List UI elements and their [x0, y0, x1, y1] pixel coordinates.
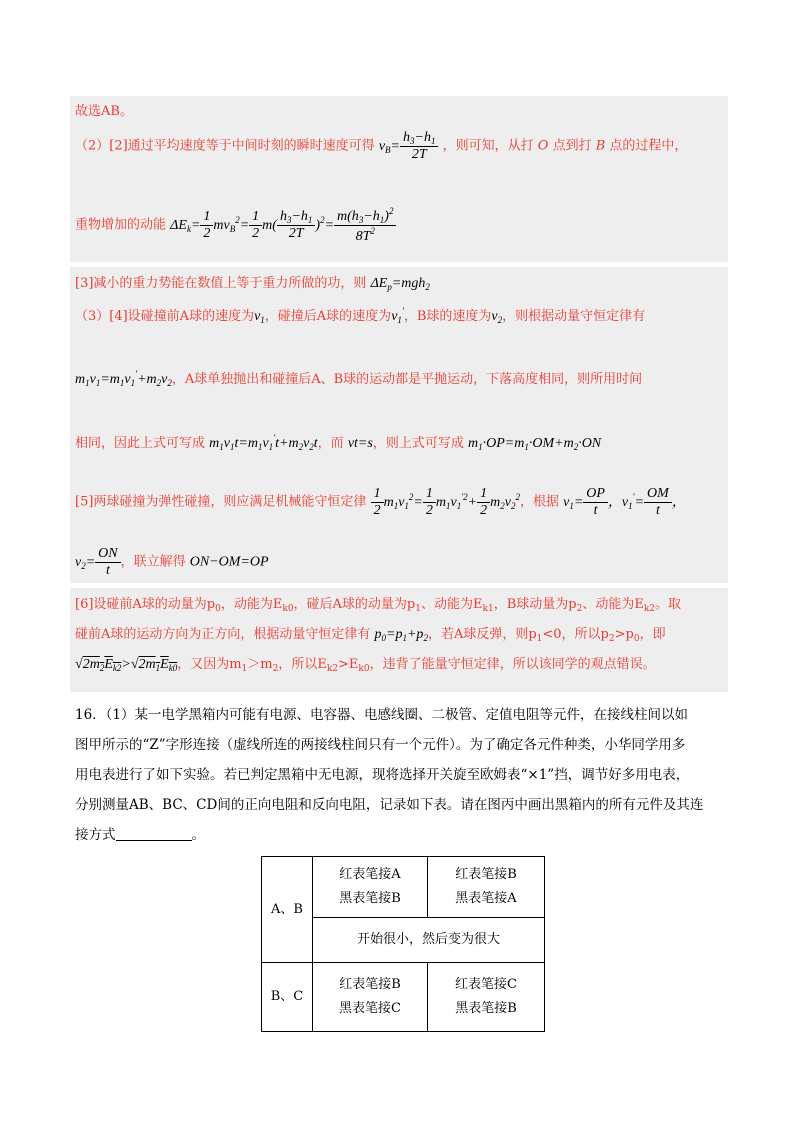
text: <0，所以p	[542, 627, 609, 642]
v2-def: $v_2=$ $\frac{ON}{t}$	[75, 555, 121, 570]
text: >p	[614, 627, 634, 642]
cell	[313, 857, 428, 918]
problem-line	[75, 820, 725, 850]
problem-line: 图甲所示的“Z”字形连接（虚线所连的两接线柱间只有一个元件）。为了确定各元件种类，小华同学用多	[75, 737, 686, 753]
solution-line-2	[75, 130, 687, 163]
text: 黑表笔接C	[339, 1001, 401, 1016]
problem-line: 分别测量AB、BC、CD间的正向电阻和反向电阻，记录如下表。请在图丙中画出黑箱内的所有元件及其连	[75, 797, 704, 813]
text: ，A球单独抛出和碰撞后A、B球的运动都是平抛运动，下落高度相同，则所用时间	[171, 372, 643, 387]
solution-line-5	[75, 305, 645, 325]
text: ，所以E	[278, 657, 327, 672]
text: 红表笔接B	[339, 977, 401, 992]
row-label-bc: B、C	[262, 963, 313, 1032]
text: B	[595, 138, 606, 154]
cell	[313, 963, 428, 1032]
text: ＞m	[247, 657, 273, 672]
solution-line-12: $√2m_2E_{k2}>√2m_1E_{k0}$，又因为$m_1>m_2$，所以$E_{k2}>E_{k0}$，违背了能量守恒定律，所以该同学的观点错误。	[75, 657, 656, 674]
text: 点的过程中，	[609, 138, 688, 154]
text: ，违背了能量守恒定律，所以该同学的观点错误。	[369, 657, 656, 672]
vt-eq: vt=s	[347, 436, 373, 451]
text: ，联立解得	[120, 554, 186, 570]
momentum-eq: $m_1v_1=m_1v_1'+m_2v_2$	[75, 369, 172, 388]
vb-formula: $v_B=$ $\frac{h_3-h_1}{2T}$	[379, 139, 439, 154]
solution-line-3	[75, 206, 396, 245]
text: >E	[338, 657, 359, 672]
text: 重物增加的动能	[75, 217, 167, 233]
text: 相同，因此上式可写成	[75, 436, 206, 451]
text: ，碰撞后A球的速度为	[264, 309, 392, 324]
text: ，碰后A球的动量为p	[293, 597, 416, 612]
text: ，B球动量为p	[493, 597, 577, 612]
text: 。取	[655, 597, 682, 612]
text: 碰前A球的运动方向为正方向，根据动量守恒定律有	[75, 627, 371, 642]
text: 黑表笔接B	[455, 1001, 517, 1016]
v1-prime: $v_1'$	[391, 306, 404, 325]
text: ，即	[639, 627, 666, 642]
v1: $v_1$	[254, 309, 265, 325]
solution-line-4	[75, 272, 430, 292]
text: 红表笔接C	[455, 977, 517, 992]
solution-line-8	[75, 486, 686, 519]
ep-formula: $\Delta E_p=mgh_2$	[370, 276, 430, 292]
text: 黑表笔接B	[339, 891, 401, 906]
solution-line-7	[75, 432, 601, 452]
text: 红表笔接A	[339, 867, 401, 882]
measurement-table	[261, 856, 545, 1032]
momentum-time-eq: $m_1v_1t=m_1v_1't+m_2v_2t$	[209, 433, 318, 452]
result-eq: ON−OM=OP	[189, 554, 269, 570]
problem-16	[75, 700, 725, 850]
text: 点到打	[552, 138, 592, 154]
solution-line-10: [6]设碰前A球的动量为$p_0$，动能为$E_{k0}$，碰后A球的动量为$p_1$、动能为$E_{k1}$，B球动量为$p_2$、动能为$E_{k2}$。取	[75, 597, 682, 614]
text: ，又因为m	[177, 657, 242, 672]
text: ，则根据动量守恒定律有	[502, 309, 646, 324]
text: 接方式	[75, 827, 116, 843]
text: [3]减小的重力势能在数值上等于重力所做的功，则	[75, 276, 367, 291]
solution-line-11: 碰前A球的运动方向为正方向，根据动量守恒定律有 $p_0=p_1+p_2$，若A球反弹，则$p_1<0$，所以$p_2>p_0$，即	[75, 627, 666, 644]
text: ，则上式可写成	[372, 436, 464, 451]
solution-line-6	[75, 368, 642, 388]
problem-line: 用电表进行了如下实验。若已判定黑箱中无电源，现将选择开关旋至欧姆表“×1”挡，调节好多用电表，	[75, 767, 690, 783]
text: 红表笔接B	[455, 867, 517, 882]
text: （3）[4]设碰撞前A球的速度为	[75, 309, 255, 324]
solution-line-1: 故选AB。	[75, 104, 133, 119]
problem-line: 16．（1）某一电学黑箱内可能有电源、电容器、电感线圈、二极管、定值电阻等元件，在接线柱间以如	[75, 707, 689, 723]
cell-result: 开始很小，然后变为很大	[313, 918, 545, 963]
op-eq: $m_1\cdot OP=m_1\cdot OM+m_2\cdot ON$	[467, 436, 602, 452]
cell	[428, 857, 545, 918]
v-defs: $v_1=$ $\frac{OP}{t}$ ，$v_1'=$ $\frac{OM}{t}$ ，	[563, 486, 686, 518]
text: [5]两球碰撞为弹性碰撞，则应满足机械能守恒定律	[75, 494, 367, 510]
text: ，根据	[519, 494, 559, 510]
text: 黑表笔接A	[455, 891, 517, 906]
answer-blank[interactable]	[116, 822, 192, 841]
solution-line-9	[75, 546, 269, 579]
sqrt-ineq: $√2m_2E_{k2}>√2m_1E_{k0}$	[75, 657, 178, 673]
text: ，则可知，从打	[442, 138, 534, 154]
text: [6]设碰前A球的动量为p	[75, 597, 216, 612]
text: （2）[2]通过平均速度等于中间时刻的瞬时速度可得	[75, 138, 375, 154]
text: 。	[191, 827, 205, 843]
ek-formula: $\Delta E_k=$ $\frac{1}{2}$ $mv_B^2=$ $\frac{1}{2}$ m( $\frac{h_3-h_1}{2T}$ )$^2$= $\frac{m(h_3-h_1)^2}{8T^2}$	[170, 218, 396, 233]
text: 、动能为E	[421, 597, 483, 612]
text: ，B球的速度为	[403, 309, 492, 324]
cell	[428, 963, 545, 1032]
v2: $v_2$	[491, 309, 503, 325]
text: ，动能为E	[220, 597, 283, 612]
row-label-ab: A、B	[262, 857, 313, 963]
text: ，若A球反弹，则p	[427, 627, 537, 642]
text: O	[537, 138, 549, 154]
text: ，而	[317, 436, 344, 451]
p-conservation: $p_0=p_1+p_2$	[374, 627, 428, 643]
energy-eq: $\frac{1}{2}$ $m_1v_1^2=$ $\frac{1}{2}$ $m_1v_1^{'2}+$ $\frac{1}{2}$ $m_2v_2^2$	[371, 495, 520, 510]
text: 、动能为E	[582, 597, 644, 612]
